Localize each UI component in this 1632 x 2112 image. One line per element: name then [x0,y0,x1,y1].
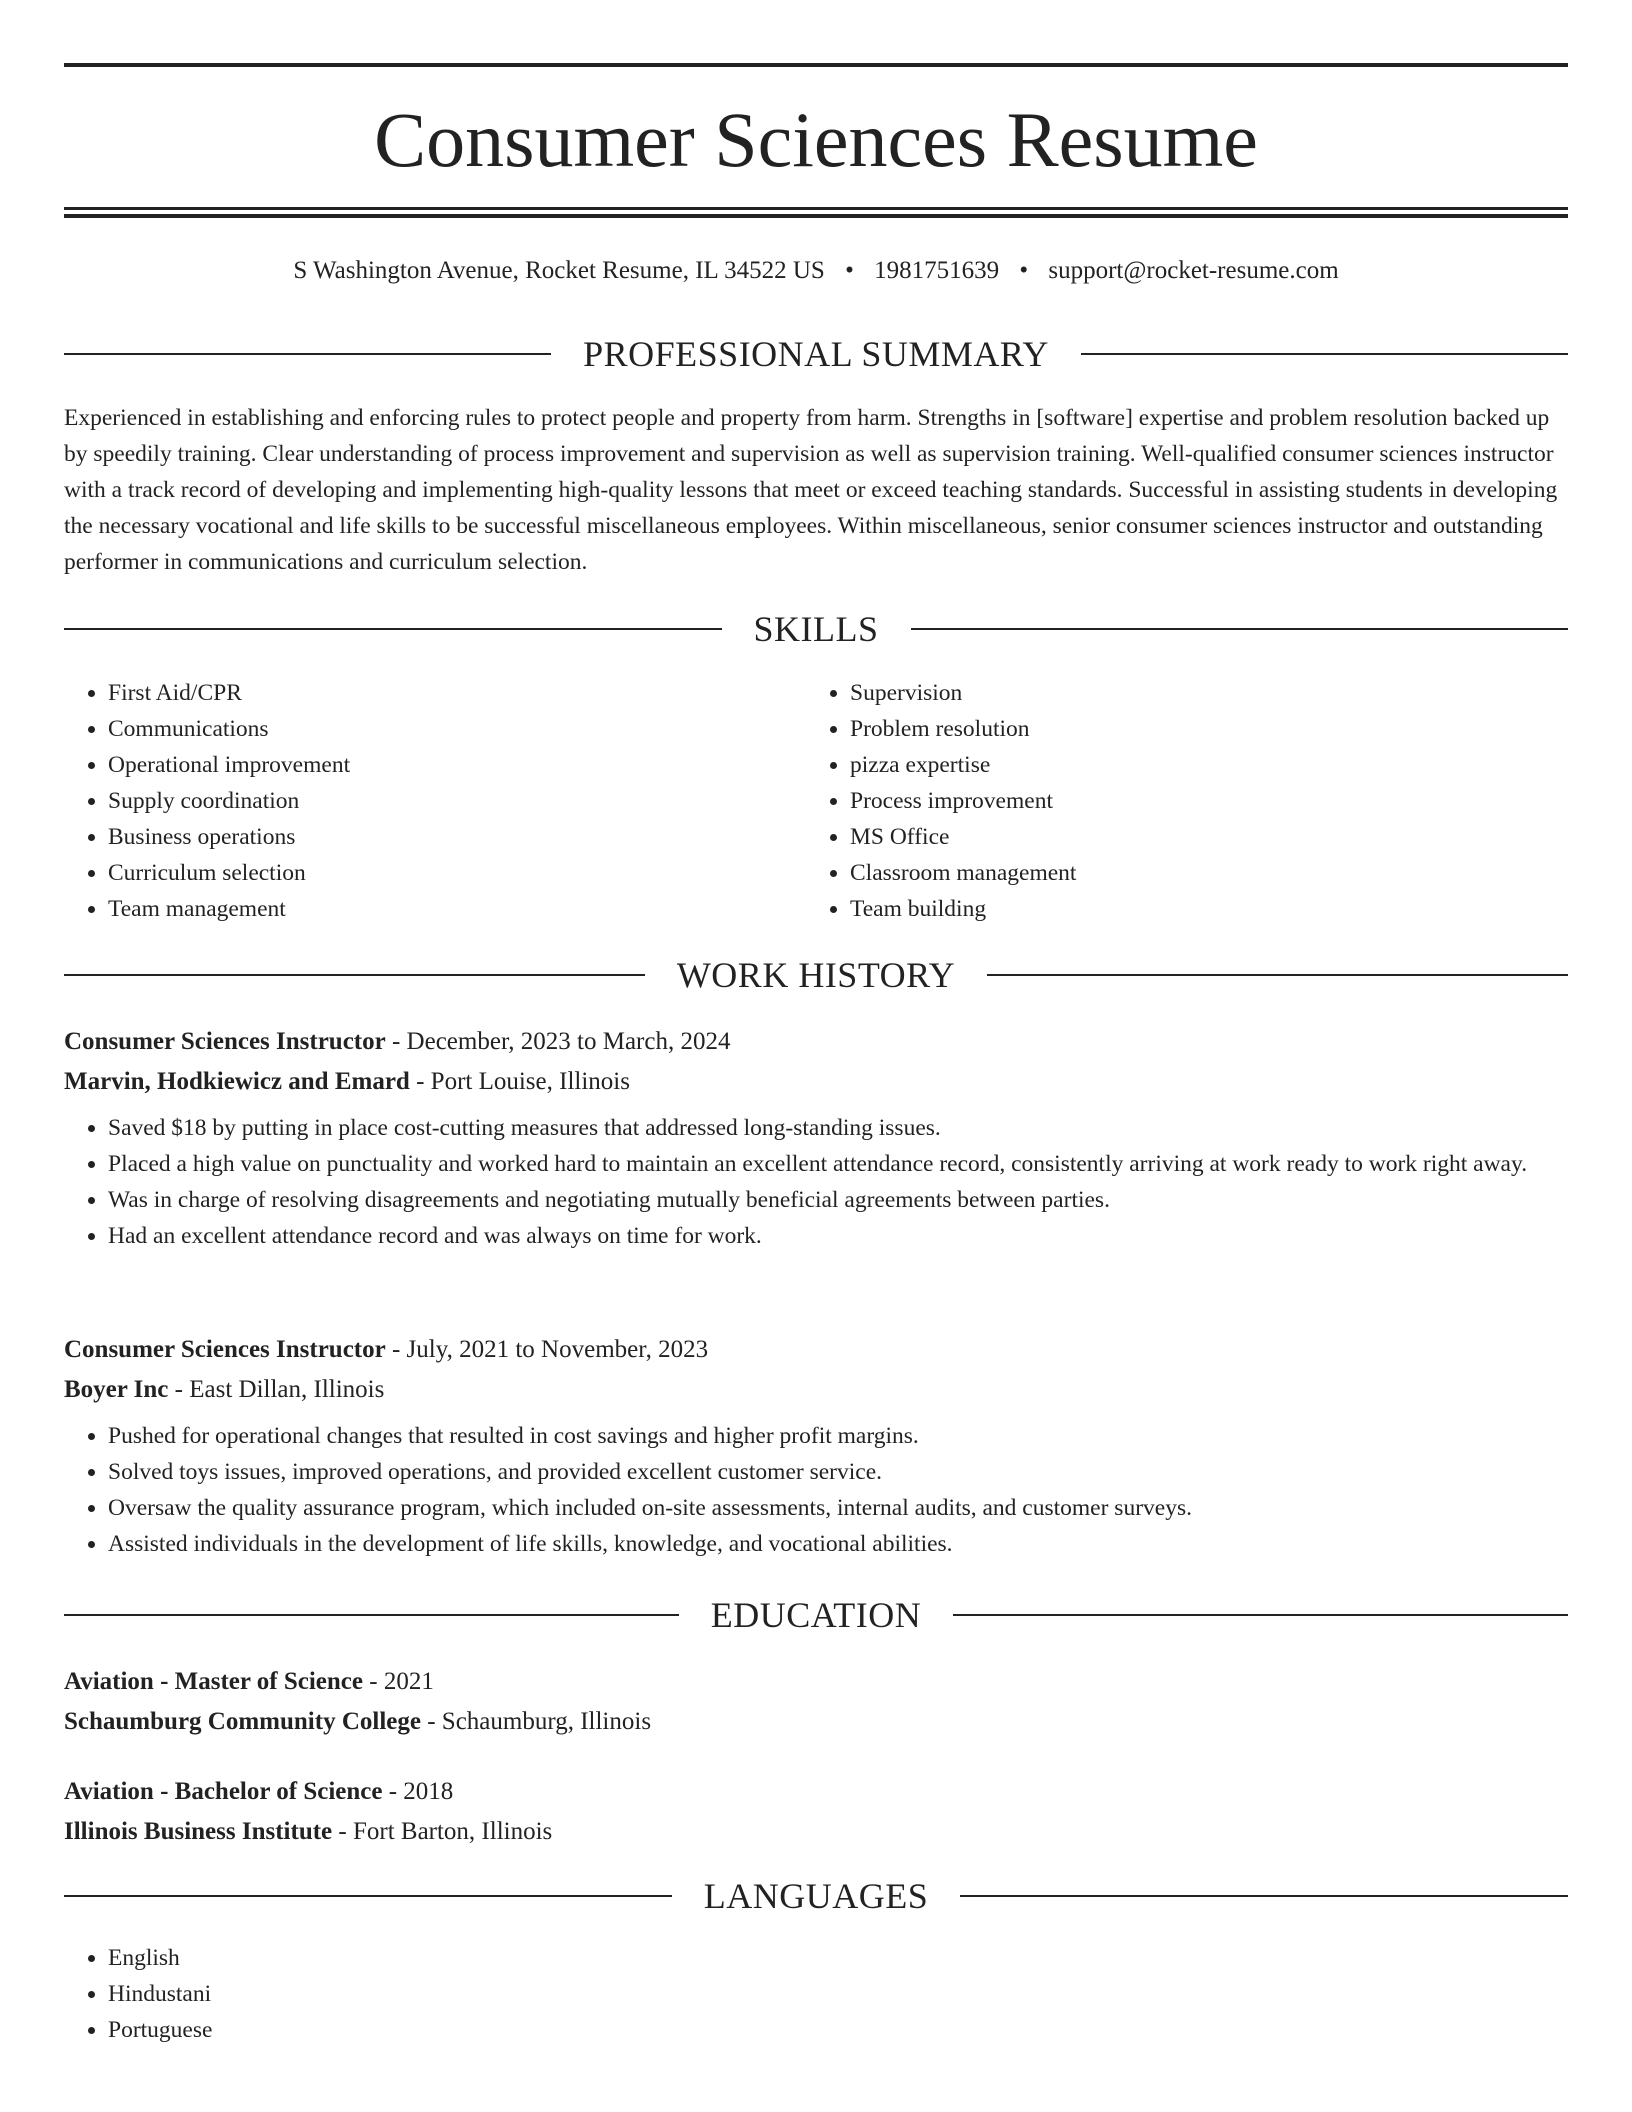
job-title: Consumer Sciences Instructor [64,1028,386,1055]
skill-item: • Curriculum selection [108,855,350,891]
section-header-education [64,1593,1568,1637]
top-rule [64,63,1568,67]
resume-title: Consumer Sciences Resume [374,96,1258,183]
education-year: - 2021 [363,1668,434,1695]
education-degree: Aviation - Bachelor of Science [64,1778,383,1805]
contact-phone: 1981751639 [874,257,1000,284]
job-entry [64,1022,1568,1254]
job-location: - East Dillan, Illinois [168,1376,385,1403]
education-year: - 2018 [382,1778,454,1805]
skill-item: • Supply coordination [108,783,350,819]
job-bullet: • Saved $18 by putting in place cost-cutting measures that addressed long-standing issues. [108,1110,1568,1146]
education-school: Illinois Business Institute [64,1818,333,1845]
job-bullet: • Solved toys issues, improved operations, and provided excellent customer service. [108,1454,1568,1490]
education-school-row [64,1702,1568,1742]
skills-column-right [806,675,1076,927]
skill-item: • Business operations [108,819,350,855]
job-entry [64,1330,1568,1562]
skill-item: • Operational improvement [108,747,350,783]
job-bullets [64,1418,1568,1562]
section-title: EDUCATION [710,1595,922,1635]
job-bullet: • Pushed for operational changes that resulted in cost savings and higher profit margins. [108,1418,1568,1454]
skill-item: • First Aid/CPR [108,675,350,711]
job-title-row [64,1330,1568,1370]
education-school: Schaumburg Community College [64,1708,421,1735]
education-location: - Fort Barton, Illinois [332,1818,553,1845]
section-header-skills [64,607,1568,651]
education-degree: Aviation - Master of Science [64,1668,363,1695]
section-rule [64,353,551,355]
skill-item: • Supervision [850,675,1076,711]
skill-item: • Problem resolution [850,711,1076,747]
education-entry [64,1772,1568,1852]
education-degree-row [64,1772,1568,1812]
job-title: Consumer Sciences Instructor [64,1336,386,1363]
job-bullet: • Was in charge of resolving disagreements and negotiating mutually beneficial agreements between parties. [108,1182,1568,1218]
skill-item: • Communications [108,711,350,747]
job-bullet: • Oversaw the quality assurance program, which included on-site assessments, internal audits, and customer surveys. [108,1490,1568,1526]
education-entry [64,1662,1568,1742]
education-degree-row [64,1662,1568,1702]
job-bullet: • Had an excellent attendance record and was always on time for work. [108,1218,1568,1254]
section-header-languages [64,1874,1568,1918]
skill-item: • MS Office [850,819,1076,855]
section-title: SKILLS [753,609,879,649]
summary-text: Experienced in establishing and enforcing rules to protect people and property from harm. Strengths in [software] expertise and problem resolution backed up by speedily training. Clear understanding of process improvement and supervision as well as supervision training. Well-qualified consumer sciences instructor with a track record of developing and implementing high-quality lessons that meet or exceed teaching standards. Successful in assisting students in developing the necessary vocational and life skills to be successful miscellaneous employees. Within miscellaneous, senior consumer sciences instructor and outstanding performer in communications and curriculum selection. [64,405,1558,575]
languages-list [64,1940,212,2048]
section-rule [64,1895,672,1897]
contact-line [64,254,1568,288]
contact-separator: • [845,257,854,284]
skill-item: • Team management [108,891,350,927]
section-rule [64,1614,679,1616]
section-rule [1081,353,1568,355]
job-bullet: • Assisted individuals in the development of life skills, knowledge, and vocational abilities. [108,1526,1568,1562]
section-title: PROFESSIONAL SUMMARY [583,334,1049,374]
section-header-summary [64,332,1568,376]
job-dates: - December, 2023 to March, 2024 [385,1028,731,1055]
job-company: Marvin, Hodkiewicz and Emard [64,1068,410,1095]
contact-email: support@rocket-resume.com [1048,257,1339,284]
section-rule [64,628,722,630]
contact-address: S Washington Avenue, Rocket Resume, IL 34522 US [293,257,825,284]
job-company: Boyer Inc [64,1376,169,1403]
section-rule [987,974,1568,976]
skill-item: • Team building [850,891,1076,927]
skills-column-left [64,675,350,927]
job-title-row [64,1022,1568,1062]
job-bullet: • Placed a high value on punctuality and worked hard to maintain an excellent attendance record, consistently arriving at work ready to work right away. [108,1146,1568,1182]
skill-item: • Process improvement [850,783,1076,819]
job-dates: - July, 2021 to November, 2023 [385,1336,709,1363]
job-bullets [64,1110,1568,1254]
language-item: • Portuguese [108,2012,212,2048]
title-double-rule [64,207,1568,218]
job-company-row [64,1370,1568,1410]
section-rule [960,1895,1568,1897]
education-location: - Schaumburg, Illinois [420,1708,652,1735]
section-rule [911,628,1569,630]
job-company-row [64,1062,1568,1102]
skill-item: • Classroom management [850,855,1076,891]
skill-item: • pizza expertise [850,747,1076,783]
section-rule [64,974,645,976]
section-header-work [64,953,1568,997]
section-title: LANGUAGES [703,1876,929,1916]
contact-separator: • [1019,257,1029,284]
language-item: • Hindustani [108,1976,212,2012]
education-school-row [64,1812,1568,1852]
language-item: • English [108,1940,212,1976]
section-title: WORK HISTORY [676,955,956,995]
job-location: - Port Louise, Illinois [409,1068,630,1095]
section-rule [953,1614,1568,1616]
